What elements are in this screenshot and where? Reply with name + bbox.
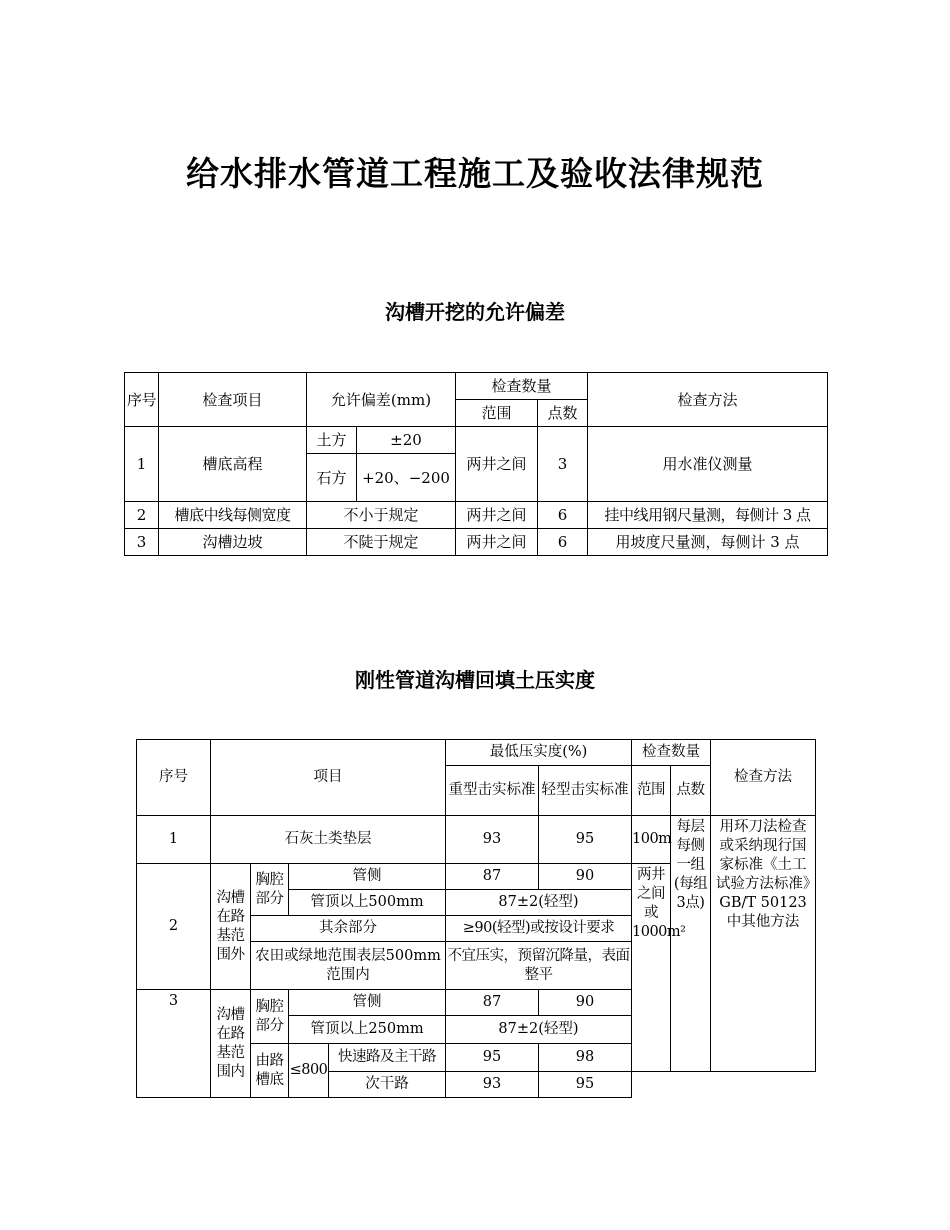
header-deviation: 允许偏差(mm): [307, 373, 456, 427]
t2-header-heavy: 重型击实标准: [446, 766, 539, 816]
row1-sub1-label: 土方: [307, 427, 357, 454]
header-points: 点数: [538, 400, 588, 427]
row3-method: 用坡度尺量测，每侧计 3 点: [588, 529, 828, 556]
t2-range-shared: 两井之间或1000m²: [632, 864, 671, 1072]
row3-item: 沟槽边坡: [159, 529, 307, 556]
t2-row3-express-heavy: 95: [446, 1044, 539, 1072]
t2-row2-farmland-value: 不宜压实，预留沉降量，表面整平: [446, 942, 632, 990]
t2-row1-no: 1: [137, 816, 211, 864]
document-title: 给水排水管道工程施工及验收法律规范: [186, 154, 764, 193]
t2-row3-pipe-side: 管侧: [289, 990, 446, 1016]
t2-row2-other-value: ≥90(轻型)或按设计要求: [446, 916, 632, 942]
t2-header-method: 检查方法: [711, 740, 816, 816]
header-range: 范围: [456, 400, 538, 427]
backfill-compaction-table: [136, 739, 816, 1098]
row2-item: 槽底中线每侧宽度: [159, 502, 307, 529]
t2-row1-light: 95: [539, 816, 632, 864]
header-no: 序号: [125, 373, 159, 427]
row1-item: 槽底高程: [159, 427, 307, 502]
t2-row2-no: 2: [137, 864, 211, 990]
header-method: 检查方法: [588, 373, 828, 427]
excavation-tolerance-table: [124, 372, 828, 556]
t2-points: 每层每侧一组(每组3点): [671, 816, 711, 1072]
t2-row3-secondary: 次干路: [329, 1072, 446, 1098]
header-item: 检查项目: [159, 373, 307, 427]
t2-row3-chest: 胸腔部分: [251, 990, 289, 1044]
t2-row2-chest: 胸腔部分: [251, 864, 289, 916]
row1-range: 两井之间: [456, 427, 538, 502]
row2-method: 挂中线用钢尺量测，每侧计 3 点: [588, 502, 828, 529]
row1-method: 用水准仪测量: [588, 427, 828, 502]
row3-points: 6: [538, 529, 588, 556]
t2-header-quantity: 检查数量: [632, 740, 711, 766]
row3-range: 两井之间: [456, 529, 538, 556]
t2-header-min-compaction: 最低压实度(%): [446, 740, 632, 766]
t2-row3-secondary-heavy: 93: [446, 1072, 539, 1098]
t2-header-range: 范围: [632, 766, 671, 816]
row3-no: 3: [125, 529, 159, 556]
t2-row2-other: 其余部分: [251, 916, 446, 942]
table1-title: 沟槽开挖的允许偏差: [385, 300, 565, 324]
t2-row3-pipe-top-value: 87±2(轻型): [446, 1016, 632, 1044]
t2-method: 用环刀法检查或采纳现行国家标准《土工试验方法标准》GB/T 50123中其他方法: [711, 816, 816, 1072]
t2-row3-depth: ≤800: [289, 1044, 329, 1098]
row2-points: 6: [538, 502, 588, 529]
t2-row1-range: 100m: [632, 816, 671, 864]
t2-row3-secondary-light: 95: [539, 1072, 632, 1098]
t2-row2-pipe-side-light: 90: [539, 864, 632, 890]
t2-row3-group: 沟槽在路基范围内: [211, 990, 251, 1098]
header-quantity: 检查数量: [456, 373, 588, 400]
t2-row2-pipe-top: 管顶以上500mm: [289, 890, 446, 916]
row1-points: 3: [538, 427, 588, 502]
t2-row2-group: 沟槽在路基范围外: [211, 864, 251, 990]
row1-no: 1: [125, 427, 159, 502]
t2-row3-no: 3: [137, 990, 211, 1098]
row3-deviation: 不陡于规定: [307, 529, 456, 556]
t2-header-no: 序号: [137, 740, 211, 816]
t2-row3-pipe-top: 管顶以上250mm: [289, 1016, 446, 1044]
row1-sub1-value: ±20: [357, 427, 456, 454]
t2-row3-express: 快速路及主干路: [329, 1044, 446, 1072]
t2-header-item: 项目: [211, 740, 446, 816]
t2-row2-pipe-side: 管侧: [289, 864, 446, 890]
row2-no: 2: [125, 502, 159, 529]
t2-header-light: 轻型击实标准: [539, 766, 632, 816]
row1-sub2-label: 石方: [307, 454, 357, 502]
t2-row1-item: 石灰土类垫层: [211, 816, 446, 864]
t2-row3-pipe-side-heavy: 87: [446, 990, 539, 1016]
t2-row3-express-light: 98: [539, 1044, 632, 1072]
row2-deviation: 不小于规定: [307, 502, 456, 529]
t2-row2-pipe-top-value: 87±2(轻型): [446, 890, 632, 916]
t2-row3-subgrade: 由路槽底: [251, 1044, 289, 1098]
t2-row2-farmland: 农田或绿地范围表层500mm范围内: [251, 942, 446, 990]
row1-sub2-value: +20、−200: [357, 454, 456, 502]
t2-row1-heavy: 93: [446, 816, 539, 864]
t2-row3-pipe-side-light: 90: [539, 990, 632, 1016]
row2-range: 两井之间: [456, 502, 538, 529]
t2-header-points: 点数: [671, 766, 711, 816]
t2-row2-pipe-side-heavy: 87: [446, 864, 539, 890]
table2-title: 刚性管道沟槽回填土压实度: [355, 668, 595, 692]
